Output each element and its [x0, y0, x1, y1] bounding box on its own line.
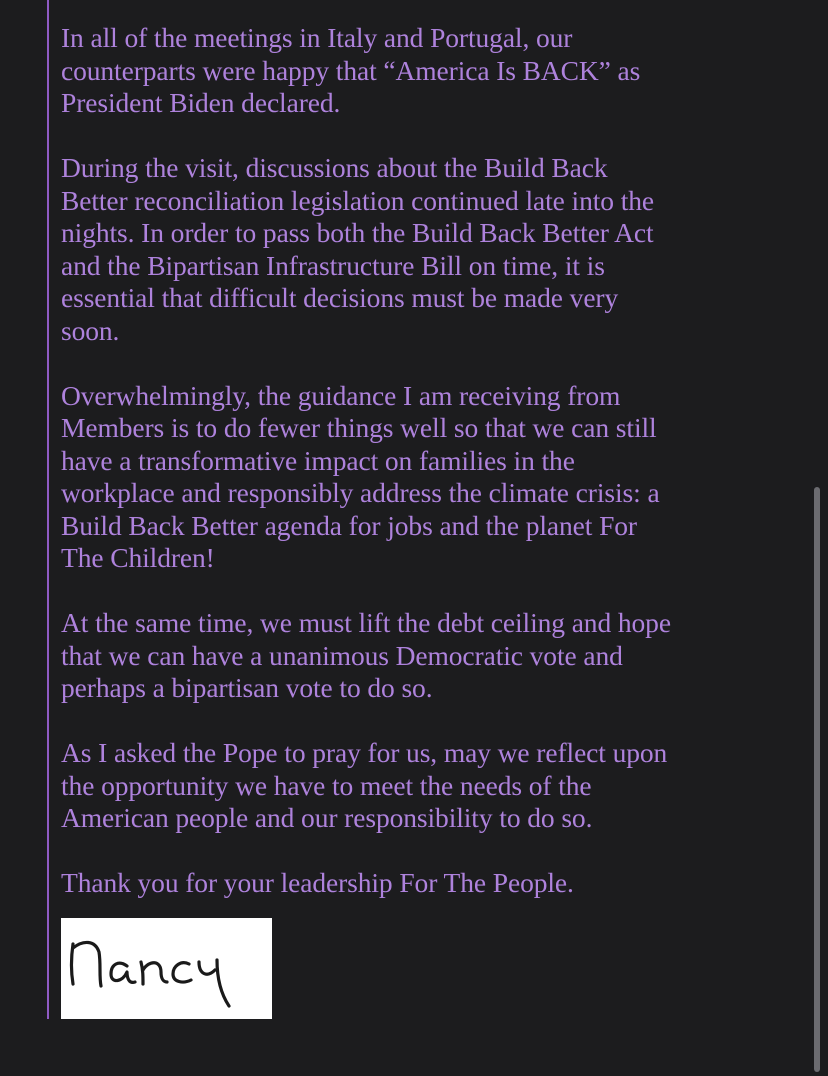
paragraph-meetings: In all of the meetings in Italy and Portugal, our counterparts were happy that “America Is BACK” as President Biden declared.: [61, 22, 641, 118]
paragraph-reconciliation: During the visit, discussions about the Build Back Better reconciliation legislation continued late into the nights. In order to pass both the Build Back Better Act and the Bipartisan Infrastructure Bill on time, it is essential that difficult decisions must be made very soon.: [61, 152, 655, 346]
signature-image: [61, 918, 272, 1019]
paragraph-guidance: Overwhelmingly, the guidance I am receiving from Members is to do fewer things well so that we can still have a transformative impact on families in the workplace and responsibly address the climate crisis: a Build Back Better agenda for jobs and the planet For The Children!: [61, 379, 660, 573]
signature-handwriting: [61, 918, 272, 1019]
email-body: [61, 22, 801, 900]
paragraph-debt-ceiling: At the same time, we must lift the debt ceiling and hope that we can have a unanimous Democratic vote and perhaps a bipartisan vote to do so.: [61, 607, 671, 703]
paragraph-pope: As I asked the Pope to pray for us, may we reflect upon the opportunity we have to meet the needs of the American people and our responsibility to do so.: [61, 737, 668, 833]
quote-bar: [47, 0, 49, 1019]
scrollbar[interactable]: [814, 487, 820, 1072]
paragraph-thank-you: Thank you for your leadership For The People.: [61, 867, 574, 898]
